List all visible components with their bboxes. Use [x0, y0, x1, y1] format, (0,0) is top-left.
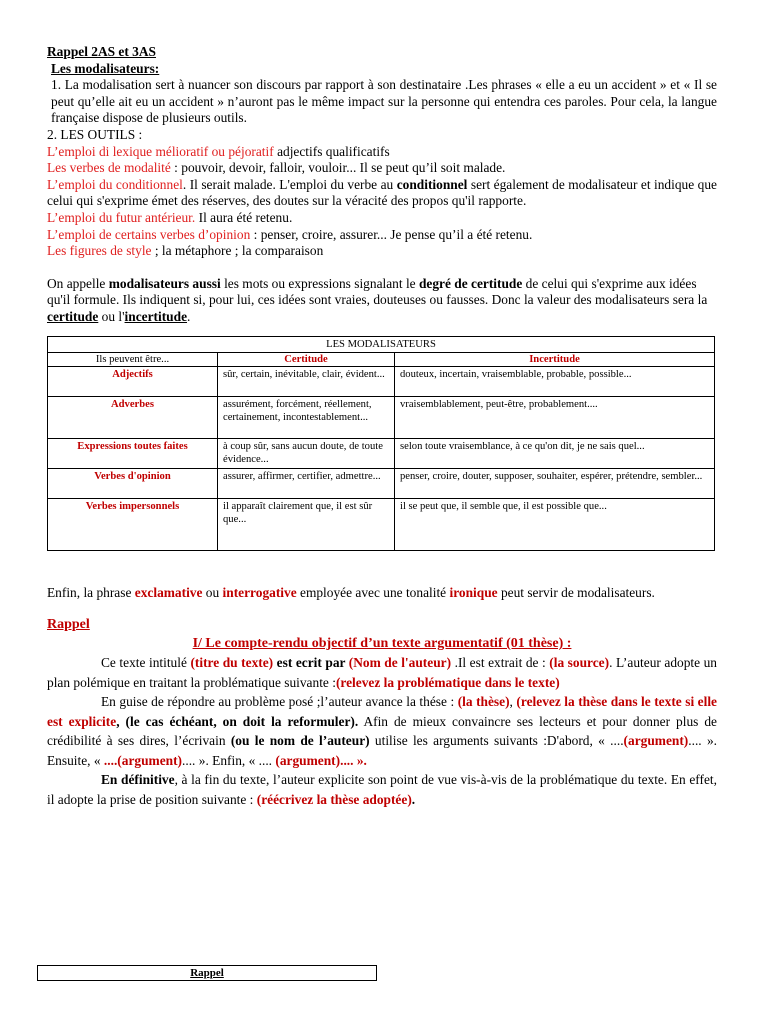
table-header-cell: Incertitude — [395, 352, 715, 366]
outils-heading: 2. LES OUTILS : — [47, 126, 143, 142]
table-header-row — [48, 352, 715, 366]
definition-paragraph: On appelle modalisateurs aussi les mots ou expressions signalant le degré de certitude de celui qui s'exprime aux idées qu'il formule. Ils indiquent si, pour lui, ces idées sont vraies, douteuses ou fausses. Donc la valeur des modalisateurs sera la certitude ou l'incertitude. — [47, 275, 708, 324]
rappel-section-title: I/ Le compte-rendu objectif d’un texte argumentatif (01 thèse) : — [192, 636, 572, 652]
outil-item: Les figures de style ; la métaphore ; la comparaison — [47, 243, 324, 259]
footer-rappel-label: Rappel — [190, 967, 224, 979]
table-row: Verbes impersonnels il apparaît clairement que, il est sûr que... il se peut que, il semble que, il est possible que... — [48, 498, 715, 550]
table-caption: LES MODALISATEURS — [48, 336, 715, 352]
document-title: Rappel 2AS et 3AS — [47, 44, 156, 59]
rappel-paragraph-2: En guise de répondre au problème posé ;l’auteur avance la thése : (la thèse), (relevez la thèse dans le texte si elle est explicite, (le cas échéant, on doit la reformuler). Afin de mieux convaincre ses lecteurs et pour donner plus de crédibilité à ses dires, l’écrivain (ou le nom de l’auteur) utilise les arguments suivants :D'abord, « ....(argument).... ». Ensuite, « ....(argument).... ». Enfin, « .... (argument).... ». — [47, 694, 718, 768]
table-header-cell: Certitude — [218, 352, 395, 366]
intro-paragraph: 1. La modalisation sert à nuancer son discours par rapport à son destinataire .Les phrases « elle a eu un accident » et « Il se peut qu’elle ait eu un accident » n’auront pas le même impact sur la personne qui entendra ces paroles. Pour cela, la langue française dispose de plusieurs outils. — [51, 77, 717, 126]
outil-item: L’emploi di lexique mélioratif ou péjoratif adjectifs qualificatifs — [47, 143, 390, 159]
footer-rappel-box — [37, 965, 377, 981]
outil-item: L’emploi du futur antérieur. Il aura été retenu. — [47, 209, 293, 225]
document-page — [47, 44, 717, 809]
table-row: Expressions toutes faites à coup sûr, sans aucun doute, de toute évidence... selon toute vraisemblance, à ce qu'on dit, je ne sais quel... — [48, 438, 715, 468]
outil-item: L’emploi de certains verbes d’opinion : penser, croire, assurer... Je pense qu’il a été retenu. — [47, 226, 533, 242]
outil-item: L’emploi du conditionnel. Il serait malade. L'emploi du verbe au conditionnel sert également de modalisateur et indique que celui qui s'exprime émet des réserves, des doutes sur la véracité des propos qu'il rapporte. — [47, 176, 717, 209]
outil-item: Les verbes de modalité : pouvoir, devoir, falloir, vouloir... Il se peut qu’il soit malade. — [47, 160, 506, 176]
section-title-modalisateurs: Les modalisateurs: — [51, 60, 160, 76]
table-row: Verbes d'opinion assurer, affirmer, certifier, admettre... penser, croire, douter, supposer, souhaiter, espérer, prétendre, sembler... — [48, 468, 715, 498]
modalisateurs-table — [47, 336, 715, 551]
table-row: Adjectifs sûr, certain, inévitable, clair, évident... douteux, incertain, vraisemblable, probable, possible... — [48, 366, 715, 396]
rappel-paragraph-1: Ce texte intitulé (titre du texte) est ecrit par (Nom de l'auteur) .Il est extrait de : (la source). L’auteur adopte un plan polémique en traitant la problématique suivante :(relevez la problématique dans le texte) — [47, 655, 718, 690]
table-row: Adverbes assurément, forcément, réellement, certainement, incontestablement... vraisemblablement, peut-être, probablement.... — [48, 396, 715, 438]
rappel-paragraph-3: En définitive, à la fin du texte, l’auteur explicite son point de vue vis-à-vis de la problématique du texte. En effet, il adopte la prise de position suivante : (réécrivez la thèse adoptée). — [47, 772, 717, 807]
rappel-label: Rappel — [47, 617, 90, 633]
table-header-cell: Ils peuvent être... — [48, 352, 218, 366]
enfin-paragraph: Enfin, la phrase exclamative ou interrogative employée avec une tonalité ironique peut servir de modalisateurs. — [47, 584, 655, 600]
